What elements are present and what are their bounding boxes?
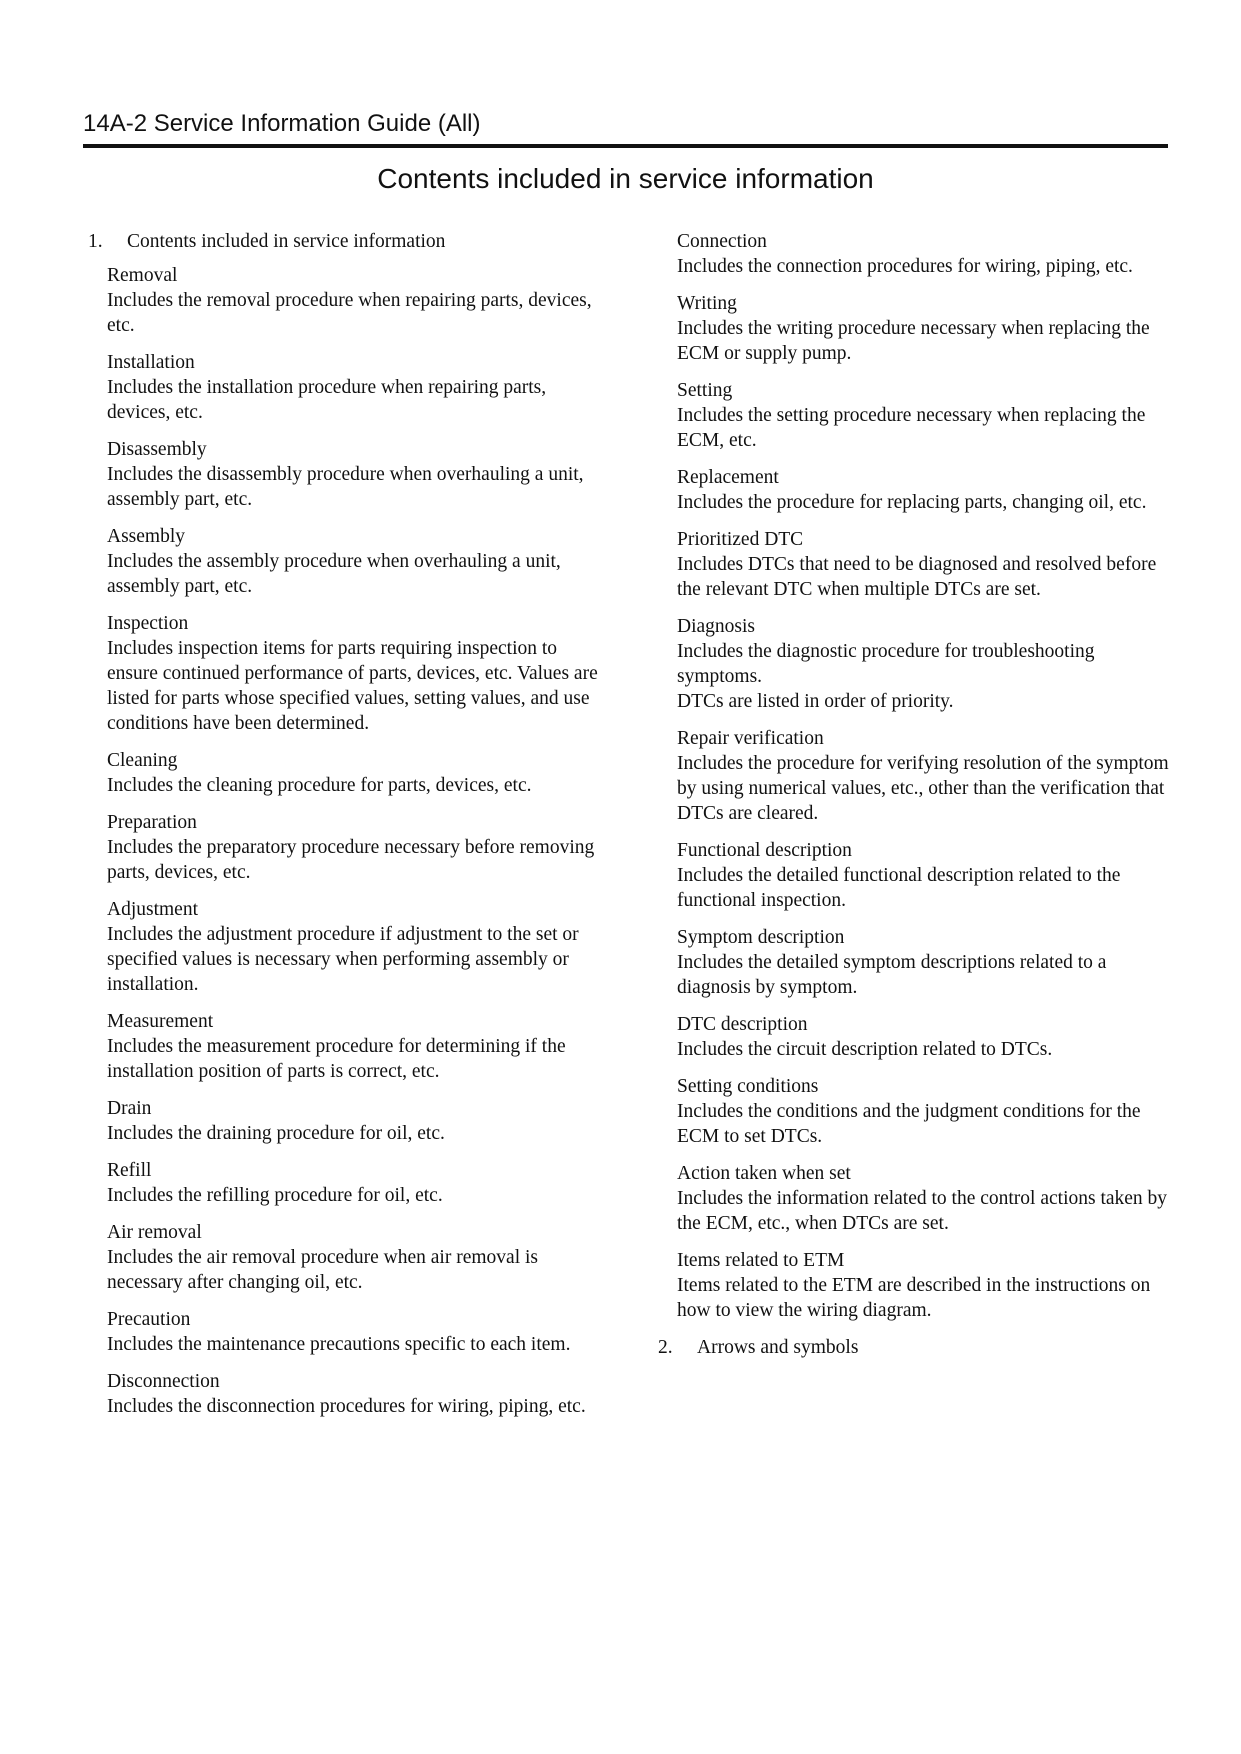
entry	[677, 838, 1178, 913]
page-title: Contents included in service information	[377, 163, 874, 194]
entry-description: Includes the detailed symptom descriptions related to a diagnosis by symptom.	[677, 952, 1107, 998]
entry-description: Includes the procedure for verifying resolution of the symptom by using numerical values, etc., other than the verification that DTCs are cleared.	[677, 753, 1169, 824]
entry-term: Drain	[107, 1098, 152, 1119]
entry-description: Includes the writing procedure necessary when replacing the ECM or supply pump.	[677, 318, 1150, 364]
entry	[107, 263, 600, 338]
entry-description: Includes the assembly procedure when overhauling a unit, assembly part, etc.	[107, 551, 561, 597]
entry-term: Items related to ETM	[677, 1250, 845, 1271]
entry-term: Assembly	[107, 526, 185, 547]
entry-description: Includes the refilling procedure for oil, etc.	[107, 1185, 443, 1206]
entry	[107, 1307, 600, 1357]
entry	[677, 378, 1178, 453]
entry-term: Preparation	[107, 812, 197, 833]
section-1-number: 1.	[88, 231, 103, 252]
entry	[107, 350, 600, 425]
entry-description: Includes the disconnection procedures for wiring, piping, etc.	[107, 1396, 586, 1417]
entry	[677, 925, 1178, 1000]
entry-description: Includes the measurement procedure for determining if the installation position of parts is correct, etc.	[107, 1036, 566, 1082]
entry-term: Prioritized DTC	[677, 529, 804, 550]
entry-description: Items related to the ETM are described in the instructions on how to view the wiring diagram.	[677, 1275, 1151, 1321]
entry-description: Includes the conditions and the judgment conditions for the ECM to set DTCs.	[677, 1101, 1141, 1147]
entry-term: Inspection	[107, 613, 189, 634]
entry-description: Includes the air removal procedure when air removal is necessary after changing oil, etc.	[107, 1247, 538, 1293]
section-2-title: Arrows and symbols	[697, 1337, 859, 1358]
entry-term: Symptom description	[677, 927, 845, 948]
entry	[677, 1074, 1178, 1149]
entry	[677, 1012, 1178, 1062]
entry-description: Includes the information related to the control actions taken by the ECM, etc., when DTCs are set.	[677, 1188, 1168, 1234]
entry-description: DTCs are listed in order of priority.	[677, 691, 954, 712]
entry	[107, 810, 600, 885]
entry	[677, 614, 1178, 714]
entry	[677, 1161, 1178, 1236]
entry	[107, 1369, 600, 1419]
entry	[107, 1220, 600, 1295]
entry-term: Setting conditions	[677, 1076, 819, 1097]
entry-term: Precaution	[107, 1309, 191, 1330]
entry-description: Includes the setting procedure necessary when replacing the ECM, etc.	[677, 405, 1146, 451]
section-2-number: 2.	[658, 1337, 673, 1358]
entry-description: Includes the detailed functional description related to the functional inspection.	[677, 865, 1121, 911]
entry-description: Includes DTCs that need to be diagnosed and resolved before the relevant DTC when multiple DTCs are set.	[677, 554, 1157, 600]
entry-term: Replacement	[677, 467, 779, 488]
entry	[677, 465, 1178, 515]
right-entry-list	[658, 229, 1178, 1323]
entry-description: Includes the diagnostic procedure for troubleshooting symptoms.	[677, 641, 1095, 687]
entry-term: Measurement	[107, 1011, 214, 1032]
section-2-heading	[658, 1335, 1178, 1360]
entry-description: Includes the maintenance precautions specific to each item.	[107, 1334, 571, 1355]
section-1-heading	[88, 229, 600, 254]
entry-term: Connection	[677, 231, 767, 252]
right-column	[658, 229, 1178, 1369]
entry-term: Air removal	[107, 1222, 202, 1243]
running-header: 14A-2 Service Information Guide (All)	[83, 110, 1168, 148]
entry	[677, 1248, 1178, 1323]
entry	[107, 748, 600, 798]
entry-description: Includes the cleaning procedure for parts, devices, etc.	[107, 775, 532, 796]
entry-term: Cleaning	[107, 750, 178, 771]
entry-term: Writing	[677, 293, 737, 314]
entry-description: Includes the preparatory procedure necessary before removing parts, devices, etc.	[107, 837, 595, 883]
entry-description: Includes the procedure for replacing parts, changing oil, etc.	[677, 492, 1147, 513]
entry	[107, 1096, 600, 1146]
entry-description: Includes the removal procedure when repairing parts, devices, etc.	[107, 290, 592, 336]
entry	[677, 726, 1178, 826]
entry-description: Includes the draining procedure for oil, etc.	[107, 1123, 445, 1144]
entry	[107, 524, 600, 599]
left-entry-list	[88, 263, 600, 1419]
entry	[677, 229, 1178, 279]
section-1-title: Contents included in service information	[127, 231, 446, 252]
entry	[677, 527, 1178, 602]
entry-description: Includes the installation procedure when repairing parts, devices, etc.	[107, 377, 547, 423]
entry-description: Includes inspection items for parts requiring inspection to ensure continued performance of parts, devices, etc. Values are listed for parts whose specified values, setting values, and use conditions have been determined.	[107, 638, 598, 734]
entry	[677, 291, 1178, 366]
entry-term: Adjustment	[107, 899, 198, 920]
entry	[107, 611, 600, 736]
entry-term: Disconnection	[107, 1371, 220, 1392]
entry-description: Includes the circuit description related to DTCs.	[677, 1039, 1053, 1060]
left-column	[88, 229, 600, 1431]
entry	[107, 1009, 600, 1084]
entry-term: Action taken when set	[677, 1163, 851, 1184]
entry-term: Repair verification	[677, 728, 824, 749]
entry-term: Disassembly	[107, 439, 207, 460]
entry-description: Includes the disassembly procedure when overhauling a unit, assembly part, etc.	[107, 464, 584, 510]
entry-term: Installation	[107, 352, 195, 373]
entry-description: Includes the connection procedures for wiring, piping, etc.	[677, 256, 1133, 277]
entry-term: Refill	[107, 1160, 152, 1181]
entry-description: Includes the adjustment procedure if adjustment to the set or specified values is necessary when performing assembly or installation.	[107, 924, 579, 995]
entry-term: Diagnosis	[677, 616, 755, 637]
entry	[107, 897, 600, 997]
entry-term: Removal	[107, 265, 178, 286]
entry-term: DTC description	[677, 1014, 808, 1035]
entry-term: Functional description	[677, 840, 852, 861]
entry	[107, 1158, 600, 1208]
entry-term: Setting	[677, 380, 733, 401]
entry	[107, 437, 600, 512]
